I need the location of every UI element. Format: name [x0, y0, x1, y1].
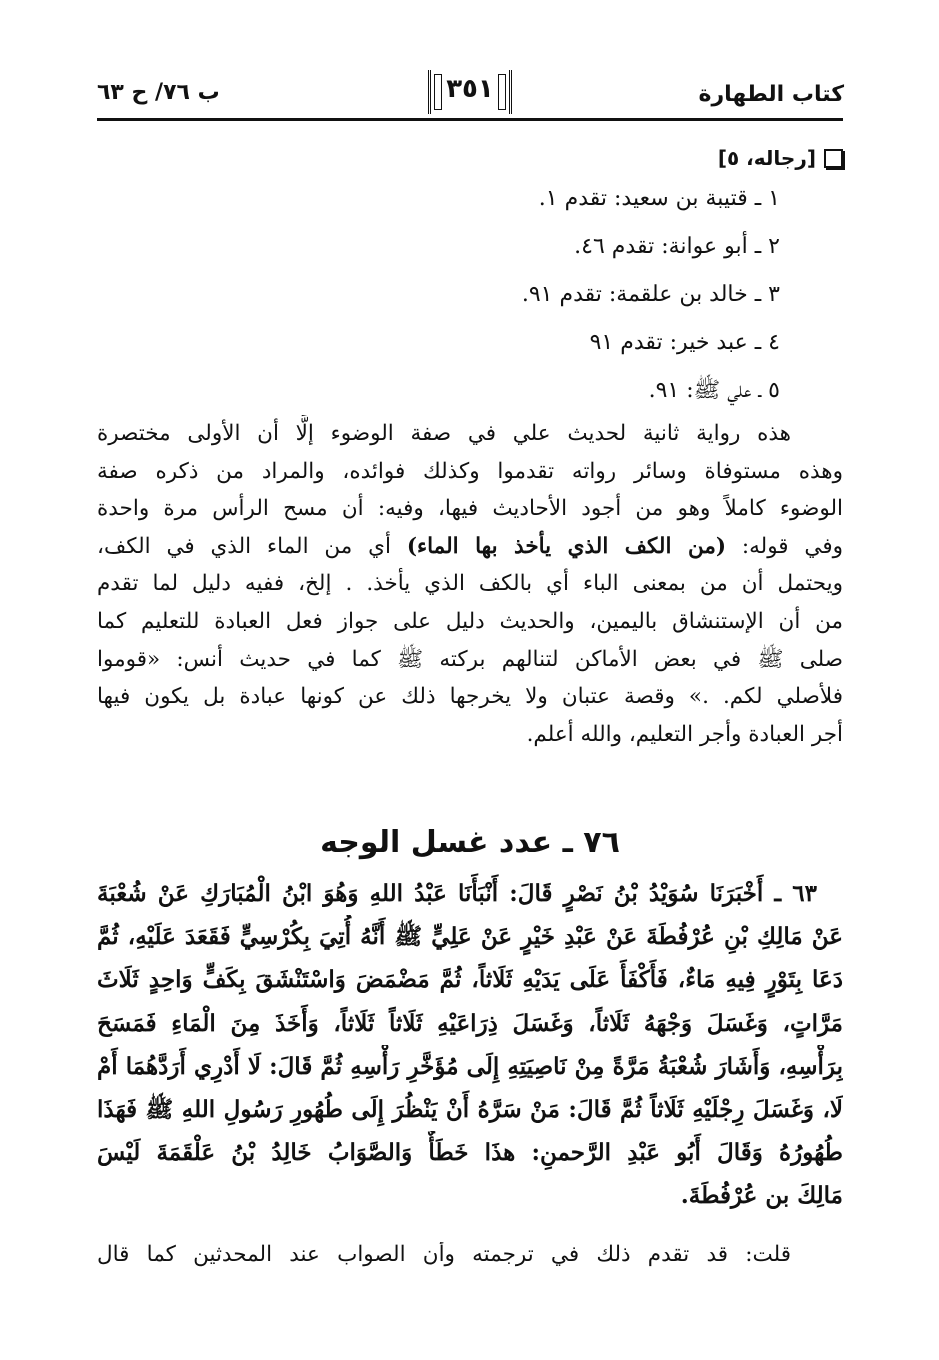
commentary-paragraph	[97, 415, 843, 753]
commentary-line: فلأصلي لكم. .» وقصة عتبان ولا يخرجها ذلك عن كونها عبادة بل يكون فيها	[97, 684, 843, 710]
commentary-line: صلى ﷺ في بعض الأماكن لتنالهم بركته ﷺ كما في حديث أنس: «قوموا	[97, 646, 843, 672]
list-item: ٢ ـ أبو عوانة: تقدم ٤٦.	[574, 234, 780, 259]
hadith-text	[97, 872, 843, 1218]
commentary-line: ويحتمل أن من بمعنى الباء أي بالكف الذي يأخذ. . إلخ، ففيه دليل لما تقدم	[97, 571, 843, 597]
commentary-line: من أن الإستنشاق باليمين، والحديث دليل على جواز فعل العبادة للتعليم كما	[97, 608, 843, 634]
page-number-frame	[428, 70, 512, 114]
checkbox-icon	[824, 149, 843, 168]
hadith-line: عَنْ مَالِكِ بْنِ عُرْفُطَةَ عَنْ عَبْدِ خَيْرٍ عَنْ عَلِيٍّ ﷺ أَنَّهُ أُتِيَ بِكُرْسِيٍّ فَقَعَدَ عَلَيْهِ، ثُمَّ	[97, 923, 843, 951]
hadith-line: بِرَأْسِهِ، وَأَشَارَ شُعْبَةُ مَرَّةً مِنْ نَاصِيَتِهِ إِلَى مُؤَخَّرِ رَأْسِهِ ثُمَّ قَالَ: لَا أَدْرِي أَرَدَّهُمَا أَمْ	[97, 1052, 843, 1080]
hadith-line: طُهُورُهُ وَقَالَ أَبُو عَبْدِ الرَّحمنِ: هذَا خَطَأٌ وَالصَّوَابُ خَالِدُ بْنُ عَلْقَمَةَ لَيْسَ	[97, 1139, 843, 1167]
list-item: ١ ـ قتيبة بن سعيد: تقدم ١.	[538, 186, 780, 211]
hadith-line: لَا، وَغَسَلَ رِجْلَيْهِ ثَلَاثاً ثُمَّ قَالَ: مَنْ سَرَّهُ أَنْ يَنْظُرَ إِلَى طُهُورِ رَسُولِ اللهِ ﷺ فَهَذَا	[97, 1096, 843, 1124]
quoted-phrase: (من الكف الذي يأخذ بها الماء)	[406, 533, 727, 559]
narrators-heading-label: [رجاله، ٥]	[717, 146, 816, 170]
narrators-heading	[718, 146, 843, 170]
commentary-line: وهذه مستوفاة وسائر رواته تقدموا وكذلك فوائده، والمراد من ذكره صفة	[97, 458, 843, 484]
chapter-title: ٧٦ ـ عدد غسل الوجه	[320, 825, 620, 860]
list-item: ٥ ـ علي ﷺ: ٩١.	[648, 378, 780, 403]
hadith-line: مَالِكَ بن عُرْفُطَةَ.	[680, 1182, 843, 1210]
list-item: ٤ ـ عبد خير: تقدم ٩١	[589, 330, 780, 355]
hadith-line: مَرَّاتٍ، وَغَسَلَ وَجْهَهُ ثَلَاثاً، وَغَسَلَ ذِرَاعَيْهِ ثَلَاثاً ثَلَاثاً، وَأَخَذَ مِنَ الْمَاءِ فَمَسَحَ	[97, 1009, 843, 1037]
quote-explanation: أي من الماء الذي في الكف،	[97, 533, 391, 559]
book-title: كتاب الطهارة	[698, 82, 844, 107]
hadith-line: دَعَا بِتَوْرٍ فِيهِ مَاءٌ، فَأَكْفَأَ عَلَى يَدَيْهِ ثَلَاثاً، ثُمَّ مَضْمَضَ وَاسْتَنْشَقَ بِكَفٍّ وَاحِدٍ ثَلَاثَ	[97, 966, 843, 994]
chapter-hadith-reference: ب ٧٦/ ح ٦٣	[97, 80, 220, 105]
header-divider	[97, 118, 843, 121]
commentary-line: هذه رواية ثانية لحديث علي في صفة الوضوء إلَّا أن الأولى مختصرة	[97, 421, 791, 446]
list-item: ٣ ـ خالد بن علقمة: تقدم ٩١.	[521, 282, 780, 307]
commentary-line: أجر العبادة وأجر التعليم، والله أعلم.	[526, 721, 843, 747]
hadith-line: ٦٣ ـ أَخْبَرَنَا سُوَيْدُ بْنُ نَصْرٍ قَالَ: أَنْبَأَنَا عَبْدُ اللهِ وَهُوَ ابْنُ الْمُبَارَكِ عَنْ شُعْبَةَ	[97, 880, 817, 907]
commentary-line: الوضوء كاملاً وهو من أجود الأحاديث فيها، وفيه: أن مسح الرأس مرة واحدة	[97, 496, 843, 522]
quote-prefix: وفي قوله:	[741, 533, 843, 559]
page-number: ٣٥١	[446, 74, 494, 104]
continuation-text: قلت: قد تقدم ذلك في ترجمته وأن الصواب عند المحدثين كما قال	[97, 1242, 792, 1267]
commentary-line-quote	[97, 528, 843, 566]
